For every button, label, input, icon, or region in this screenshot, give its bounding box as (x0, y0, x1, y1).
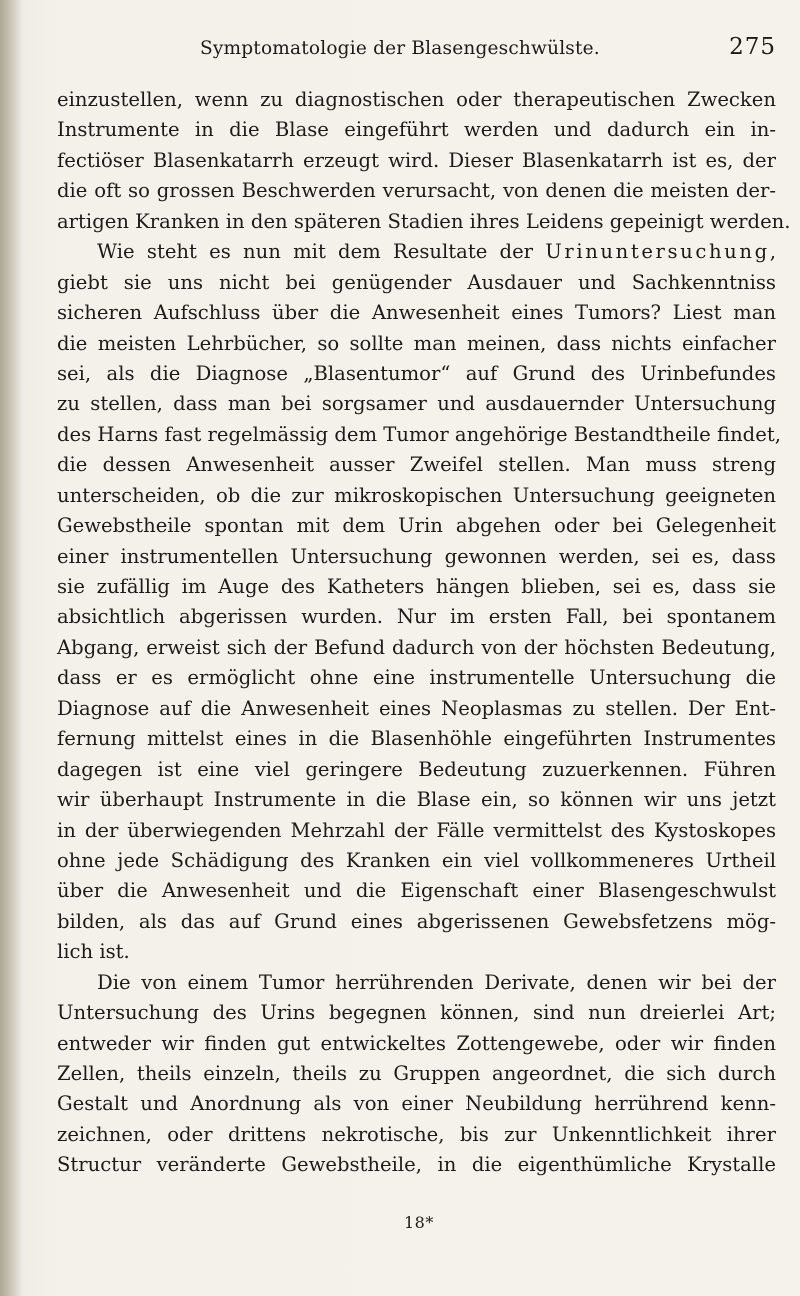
text-line-paragraph-start (57, 237, 776, 267)
text-line: des Harns fast regelmässig dem Tumor angehörige Bestandtheile findet, (57, 422, 781, 446)
text-line: giebt sie uns nicht bei genügender Ausdauer und Sachkenntniss (57, 270, 776, 294)
text-line-paragraph-start: Die von einem Tumor herrührenden Derivate, denen wir bei der (97, 970, 776, 994)
text-line: Instrumente in die Blase eingeführt werden und dadurch ein in- (57, 118, 776, 142)
emphasized-term: Urinuntersuchung (545, 240, 770, 264)
page-gutter-shadow (0, 0, 22, 1296)
text-line: sicheren Aufschluss über die Anwesenheit eines Tumors? Liest man (57, 301, 776, 325)
text-line: bilden, als das auf Grund eines abgerissenen Gewebsfetzens mög- (57, 909, 776, 933)
text-line: wir überhaupt Instrumente in die Blase ein, so können wir uns jetzt (57, 788, 776, 812)
text-line: die dessen Anwesenheit ausser Zweifel stellen. Man muss streng (57, 453, 776, 477)
printer-signature-mark: 18* (404, 1213, 434, 1232)
text-line: sie zufällig im Auge des Katheters hängen blieben, sei es, dass sie (57, 575, 776, 598)
text-line: Abgang, erweist sich der Befund dadurch von der höchsten Bedeutung, (57, 635, 776, 659)
text-line: Structur veränderte Gewebstheile, in die eigenthümliche Krystalle (57, 1153, 776, 1177)
running-title: Symptomatologie der Blasengeschwülste. (200, 38, 600, 59)
text-segment: , (769, 240, 776, 264)
page-number: 275 (729, 34, 776, 60)
text-line: artigen Kranken in den späteren Stadien ihres Leidens gepeinigt werden. (57, 209, 791, 233)
text-line: sei, als die Diagnose „Blasentumor“ auf Grund des Urinbefundes (57, 361, 776, 385)
text-line: einer instrumentellen Untersuchung gewonnen werden, sei es, dass (57, 544, 776, 568)
text-line: in der überwiegenden Mehrzahl der Fälle vermittelst des Kystoskopes (57, 818, 776, 842)
text-line: über die Anwesenheit und die Eigenschaft einer Blasengeschwulst (57, 879, 776, 903)
text-line: dass er es ermöglicht ohne eine instrumentelle Untersuchung die (57, 666, 776, 690)
text-line: einzustellen, wenn zu diagnostischen oder therapeutischen Zwecken (57, 88, 776, 111)
text-line: Untersuchung des Urins begegnen können, sind nun dreierlei Art; (57, 1001, 776, 1025)
text-segment: Wie steht es nun mit dem Resultate der (97, 240, 546, 264)
page-header (130, 34, 776, 68)
text-line: absichtlich abgerissen wurden. Nur im ersten Fall, bei spontanem (57, 605, 776, 629)
text-line: lich ist. (57, 940, 130, 964)
text-line: fectiöser Blasenkatarrh erzeugt wird. Dieser Blasenkatarrh ist es, der (57, 148, 776, 172)
text-line: Gestalt und Anordnung als von einer Neubildung herrührend kenn- (57, 1092, 776, 1116)
text-line: zu stellen, dass man bei sorgsamer und ausdauernder Untersuchung (57, 392, 776, 416)
body-text (57, 85, 791, 1181)
text-line: unterscheiden, ob die zur mikroskopischen Untersuchung geeigneten (57, 483, 776, 507)
text-line: zeichnen, oder drittens nekrotische, bis zur Unkenntlichkeit ihrer (57, 1122, 776, 1146)
text-line: fernung mittelst eines in die Blasenhöhle eingeführten Instrumentes (57, 727, 776, 751)
text-line: entweder wir finden gut entwickeltes Zottengewebe, oder wir finden (57, 1031, 776, 1055)
text-line: Diagnose auf die Anwesenheit eines Neoplasmas zu stellen. Der Ent- (57, 696, 776, 720)
text-line: Zellen, theils einzeln, theils zu Gruppen angeordnet, die sich durch (57, 1062, 776, 1085)
text-line: die meisten Lehrbücher, so sollte man meinen, dass nichts einfacher (57, 331, 776, 355)
text-line: Gewebstheile spontan mit dem Urin abgehen oder bei Gelegenheit (57, 514, 776, 538)
text-line: ohne jede Schädigung des Kranken ein viel vollkommeneres Urtheil (57, 848, 776, 872)
text-line: die oft so grossen Beschwerden verursacht, von denen die meisten der- (57, 179, 776, 203)
text-line: dagegen ist eine viel geringere Bedeutung zuzuerkennen. Führen (57, 757, 776, 781)
